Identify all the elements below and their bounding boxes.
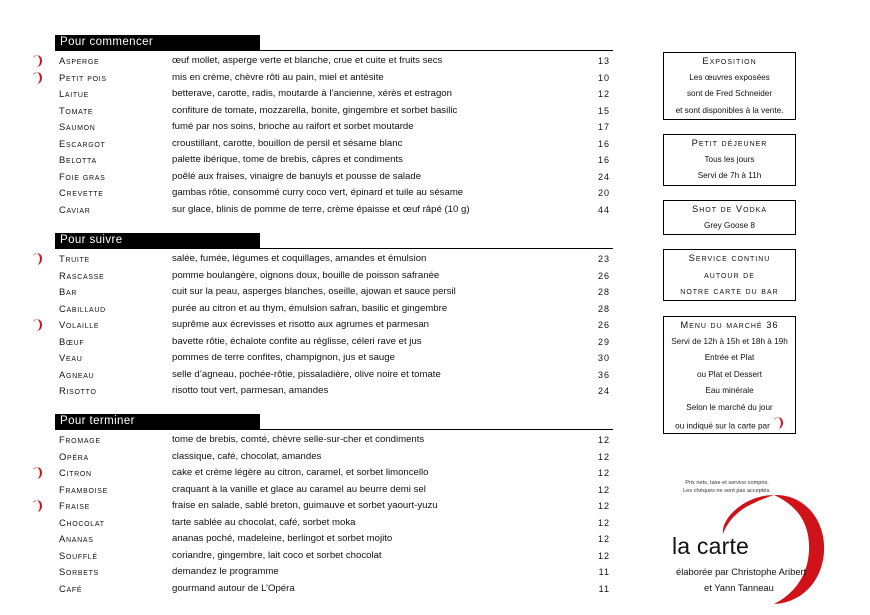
info-box-2 bbox=[663, 200, 796, 235]
info-box-line bbox=[664, 70, 795, 87]
info-box-0 bbox=[663, 52, 796, 120]
dish-description: betterave, carotte, radis, moutarde à l’ancienne, xérès et estragon bbox=[172, 88, 452, 99]
dish-price: 20 bbox=[597, 188, 610, 198]
info-box-text: Servi de 7h à 11h bbox=[697, 171, 762, 180]
info-box-3 bbox=[663, 249, 796, 301]
dish-name: Citron bbox=[59, 467, 92, 478]
dish-description: fraise en salade, sablé breton, guimauve et sorbet yaourt-yuzu bbox=[172, 500, 438, 511]
dish-name: Asperge bbox=[59, 55, 100, 66]
info-box-text: ou Plat et Dessert bbox=[696, 369, 763, 379]
info-box-text: autour de bbox=[704, 268, 755, 280]
menu-item-row bbox=[0, 383, 620, 399]
dish-description: cuit sur la peau, asperges blanches, oseille, ajowan et sauce persil bbox=[172, 286, 456, 297]
dish-description: bavette rôtie, échalote confite au réglisse, céleri rave et jus bbox=[172, 335, 422, 347]
dish-description: sur glace, blinis de pomme de terre, crème épaisse et œuf râpé (10 g) bbox=[172, 203, 470, 215]
info-box-line bbox=[664, 416, 795, 433]
dish-description: classique, café, chocolat, amandes bbox=[172, 450, 322, 462]
credit-line-2: et Yann Tanneau bbox=[704, 582, 774, 593]
dish-description: salée, fumée, légumes et coquillages, amandes et émulsion bbox=[172, 253, 427, 264]
info-box-text: Tous les jours bbox=[704, 154, 755, 164]
info-box-text: ou indiqué sur la carte par bbox=[675, 421, 770, 431]
price-note bbox=[662, 479, 792, 495]
section-header-1 bbox=[55, 233, 613, 249]
signature-mark-icon bbox=[31, 252, 43, 266]
menu-item-row bbox=[0, 515, 620, 531]
dish-price: 11 bbox=[598, 567, 610, 577]
dish-price: 10 bbox=[597, 72, 610, 83]
dish-name: Risotto bbox=[59, 385, 97, 396]
dish-description: pomme boulangère, oignons doux, bouille de poisson safranée bbox=[172, 269, 440, 281]
menu-item-row bbox=[0, 531, 620, 547]
dish-price: 44 bbox=[597, 204, 610, 215]
dish-description: croustillant, carotte, bouillon de persil et sésame blanc bbox=[172, 137, 403, 149]
dish-name: Truite bbox=[59, 253, 90, 264]
dish-price: 29 bbox=[597, 336, 610, 347]
dish-description: gambas rôtie, consommé curry coco vert, épinard et tuile au sésame bbox=[172, 187, 464, 198]
dish-name: Chocolat bbox=[59, 516, 105, 528]
dish-name: Petit pois bbox=[59, 71, 107, 83]
dish-price: 28 bbox=[597, 287, 610, 297]
menu-item-row bbox=[0, 169, 620, 185]
signature-mark-icon bbox=[31, 318, 43, 332]
menu-item-row bbox=[0, 53, 620, 69]
info-box-text: Servi de 12h à 15h et 18h à 19h bbox=[671, 336, 788, 346]
dish-name: Framboise bbox=[59, 483, 108, 495]
dish-price: 12 bbox=[597, 484, 610, 495]
dish-description: ananas poché, madeleine, berlingot et sorbet mojito bbox=[172, 533, 393, 544]
info-box-text: Eau minérale bbox=[705, 386, 754, 395]
menu-item-row bbox=[0, 350, 620, 366]
section-title-bar bbox=[55, 35, 260, 50]
menu-item-row bbox=[0, 70, 620, 86]
info-box-text: Shot de Vodka bbox=[691, 203, 768, 214]
dish-description: suprême aux écrevisses et risotto aux agrumes et parmesan bbox=[172, 319, 430, 330]
dish-price: 12 bbox=[597, 89, 610, 99]
info-box-text: Les œuvres exposées bbox=[689, 72, 770, 82]
dish-description: demandez le programme bbox=[172, 566, 279, 577]
section-title-bar bbox=[55, 233, 260, 248]
dish-description: mis en crème, chèvre rôti au pain, miel et antésite bbox=[172, 71, 384, 83]
dish-price: 13 bbox=[597, 56, 610, 66]
dish-name: Volaille bbox=[59, 319, 100, 330]
dish-price: 23 bbox=[597, 254, 610, 264]
dish-name: Veau bbox=[59, 352, 83, 363]
dish-name: Saumon bbox=[59, 121, 96, 132]
dish-description: cake et crème légère au citron, caramel, et sorbet limoncello bbox=[172, 467, 429, 478]
menu-item-row bbox=[0, 334, 620, 350]
info-box-line bbox=[664, 86, 795, 103]
info-box-text: et sont disponibles à la vente. bbox=[675, 105, 784, 115]
dish-price: 12 bbox=[597, 468, 610, 478]
menu-item-row bbox=[0, 202, 620, 218]
menu-item-row bbox=[0, 317, 620, 333]
info-box-text: Grey Goose 8 bbox=[704, 220, 755, 230]
dish-description: coriandre, gingembre, lait coco et sorbet chocolat bbox=[172, 549, 382, 561]
dish-price: 12 bbox=[597, 550, 610, 561]
info-box-line bbox=[664, 53, 795, 70]
dish-price: 36 bbox=[597, 369, 610, 380]
dish-price: 12 bbox=[597, 534, 610, 544]
dish-name: Café bbox=[59, 582, 83, 594]
dish-name: Rascasse bbox=[59, 269, 105, 281]
info-box-text: notre carte du bar bbox=[680, 285, 779, 296]
info-box-line bbox=[664, 135, 795, 152]
info-box-line bbox=[664, 383, 795, 400]
dish-price: 30 bbox=[597, 353, 610, 363]
dish-description: palette ibérique, tome de brebis, câpres et condiments bbox=[172, 154, 403, 165]
dish-price: 17 bbox=[597, 122, 610, 132]
dish-name: Sorbets bbox=[59, 566, 99, 577]
info-box-line bbox=[664, 250, 795, 267]
menu-item-row bbox=[0, 581, 620, 597]
info-box-text: Entrée et Plat bbox=[704, 353, 755, 362]
menu-item-row bbox=[0, 432, 620, 448]
info-box-text: Service continu bbox=[688, 252, 771, 263]
dish-price: 12 bbox=[597, 517, 610, 528]
dish-description: selle d’agneau, pochée-rôtie, pissaladière, olive noire et tomate bbox=[172, 368, 441, 380]
menu-item-row bbox=[0, 119, 620, 135]
menu-item-row bbox=[0, 564, 620, 580]
dish-name: Foie gras bbox=[59, 170, 106, 182]
dish-name: Bœuf bbox=[59, 335, 85, 347]
dish-name: Soufflé bbox=[59, 549, 98, 561]
dish-price: 12 bbox=[597, 501, 610, 511]
info-box-line bbox=[664, 168, 795, 185]
dish-description: gourmand autour de L’Opéra bbox=[172, 582, 295, 594]
info-box-4 bbox=[663, 316, 796, 434]
info-box-text: Petit déjeuner bbox=[691, 137, 768, 148]
info-box-text: Menu du marché 36 bbox=[680, 319, 779, 330]
info-box-line bbox=[664, 103, 795, 120]
dish-name: Cabillaud bbox=[59, 302, 106, 314]
dish-price: 28 bbox=[597, 303, 610, 314]
dish-name: Belotta bbox=[59, 154, 97, 165]
brand-title: la carte bbox=[672, 533, 750, 559]
dish-price: 12 bbox=[597, 451, 610, 462]
dish-description: purée au citron et au thym, émulsion safran, basilic et gingembre bbox=[172, 302, 448, 314]
signature-mark-icon bbox=[31, 499, 43, 513]
section-title: Pour terminer bbox=[60, 415, 135, 427]
menu-item-row bbox=[0, 152, 620, 168]
dish-name: Agneau bbox=[59, 368, 95, 380]
dish-description: risotto tout vert, parmesan, amandes bbox=[172, 385, 329, 396]
signature-mark-icon bbox=[31, 71, 43, 85]
dish-description: tome de brebis, comté, chèvre selle-sur-cher et condiments bbox=[172, 434, 425, 445]
dish-price: 16 bbox=[597, 138, 610, 149]
dish-price: 26 bbox=[597, 270, 610, 281]
dish-name: Escargot bbox=[59, 137, 106, 149]
signature-mark-icon bbox=[31, 54, 43, 68]
dish-name: Opéra bbox=[59, 450, 89, 462]
section-header-2 bbox=[55, 414, 613, 430]
signature-mark-icon bbox=[772, 416, 784, 437]
dish-name: Caviar bbox=[59, 203, 91, 215]
info-box-line bbox=[664, 283, 795, 300]
menu-item-row bbox=[0, 185, 620, 201]
section-title: Pour suivre bbox=[60, 234, 123, 246]
info-box-line bbox=[664, 152, 795, 169]
menu-item-row bbox=[0, 251, 620, 267]
menu-item-row bbox=[0, 136, 620, 152]
dish-name: Crevette bbox=[59, 187, 104, 198]
section-title-bar bbox=[55, 414, 260, 429]
menu-item-row bbox=[0, 103, 620, 119]
dish-description: fumé par nos soins, brioche au raifort et sorbet moutarde bbox=[172, 121, 414, 132]
info-box-line bbox=[664, 400, 795, 417]
dish-price: 11 bbox=[598, 583, 610, 594]
dish-name: Tomate bbox=[59, 104, 94, 116]
dish-price: 16 bbox=[597, 155, 610, 165]
dish-name: Laitue bbox=[59, 88, 90, 99]
info-box-text: Selon le marché du jour bbox=[686, 402, 773, 412]
dish-description: tarte sablée au chocolat, café, sorbet moka bbox=[172, 516, 356, 528]
menu-item-row bbox=[0, 465, 620, 481]
menu-item-row bbox=[0, 548, 620, 564]
dish-description: œuf mollet, asperge verte et blanche, crue et cuite et fruits secs bbox=[172, 55, 443, 66]
dish-price: 26 bbox=[597, 320, 610, 330]
dish-description: poêlé aux fraises, vinaigre de banuyls et pousse de salade bbox=[172, 170, 422, 182]
dish-description: craquant à la vanille et glace au caramel au beurre demi sel bbox=[172, 483, 426, 495]
menu-item-row bbox=[0, 449, 620, 465]
menu-item-row bbox=[0, 482, 620, 498]
section-header-0 bbox=[55, 35, 613, 51]
dish-price: 15 bbox=[597, 105, 610, 116]
price-note-line-1: Prix nets, taxe et service compris. bbox=[685, 480, 769, 486]
dish-name: Fraise bbox=[59, 500, 90, 511]
info-box-line bbox=[664, 334, 795, 351]
dish-name: Fromage bbox=[59, 434, 101, 445]
menu-item-row bbox=[0, 498, 620, 514]
menu-item-row bbox=[0, 301, 620, 317]
credit-line-1: élaborée par Christophe Aribert bbox=[676, 566, 807, 577]
section-title: Pour commencer bbox=[60, 36, 154, 48]
price-note-line-2: Les chèques ne sont pas acceptés. bbox=[683, 488, 771, 494]
dish-price: 24 bbox=[597, 171, 610, 182]
info-box-text: Exposition bbox=[702, 55, 757, 66]
dish-description: confiture de tomate, mozzarella, bonite, gingembre et sorbet basilic bbox=[172, 104, 458, 116]
info-box-line bbox=[664, 350, 795, 367]
info-box-line bbox=[664, 317, 795, 334]
dish-price: 12 bbox=[597, 435, 610, 445]
menu-item-row bbox=[0, 367, 620, 383]
info-box-line bbox=[664, 367, 795, 384]
dish-name: Ananas bbox=[59, 533, 94, 544]
info-box-1 bbox=[663, 134, 796, 186]
menu-item-row bbox=[0, 86, 620, 102]
menu-item-row bbox=[0, 268, 620, 284]
info-box-line bbox=[664, 201, 795, 218]
menu-item-row bbox=[0, 284, 620, 300]
info-box-line bbox=[664, 218, 795, 235]
info-box-text: sont de Fred Schneider bbox=[686, 89, 773, 98]
dish-price: 24 bbox=[597, 386, 610, 396]
info-box-line bbox=[664, 267, 795, 284]
signature-mark-icon bbox=[31, 466, 43, 480]
dish-description: pommes de terre confites, champignon, jus et sauge bbox=[172, 352, 395, 363]
dish-name: Bar bbox=[59, 286, 78, 297]
